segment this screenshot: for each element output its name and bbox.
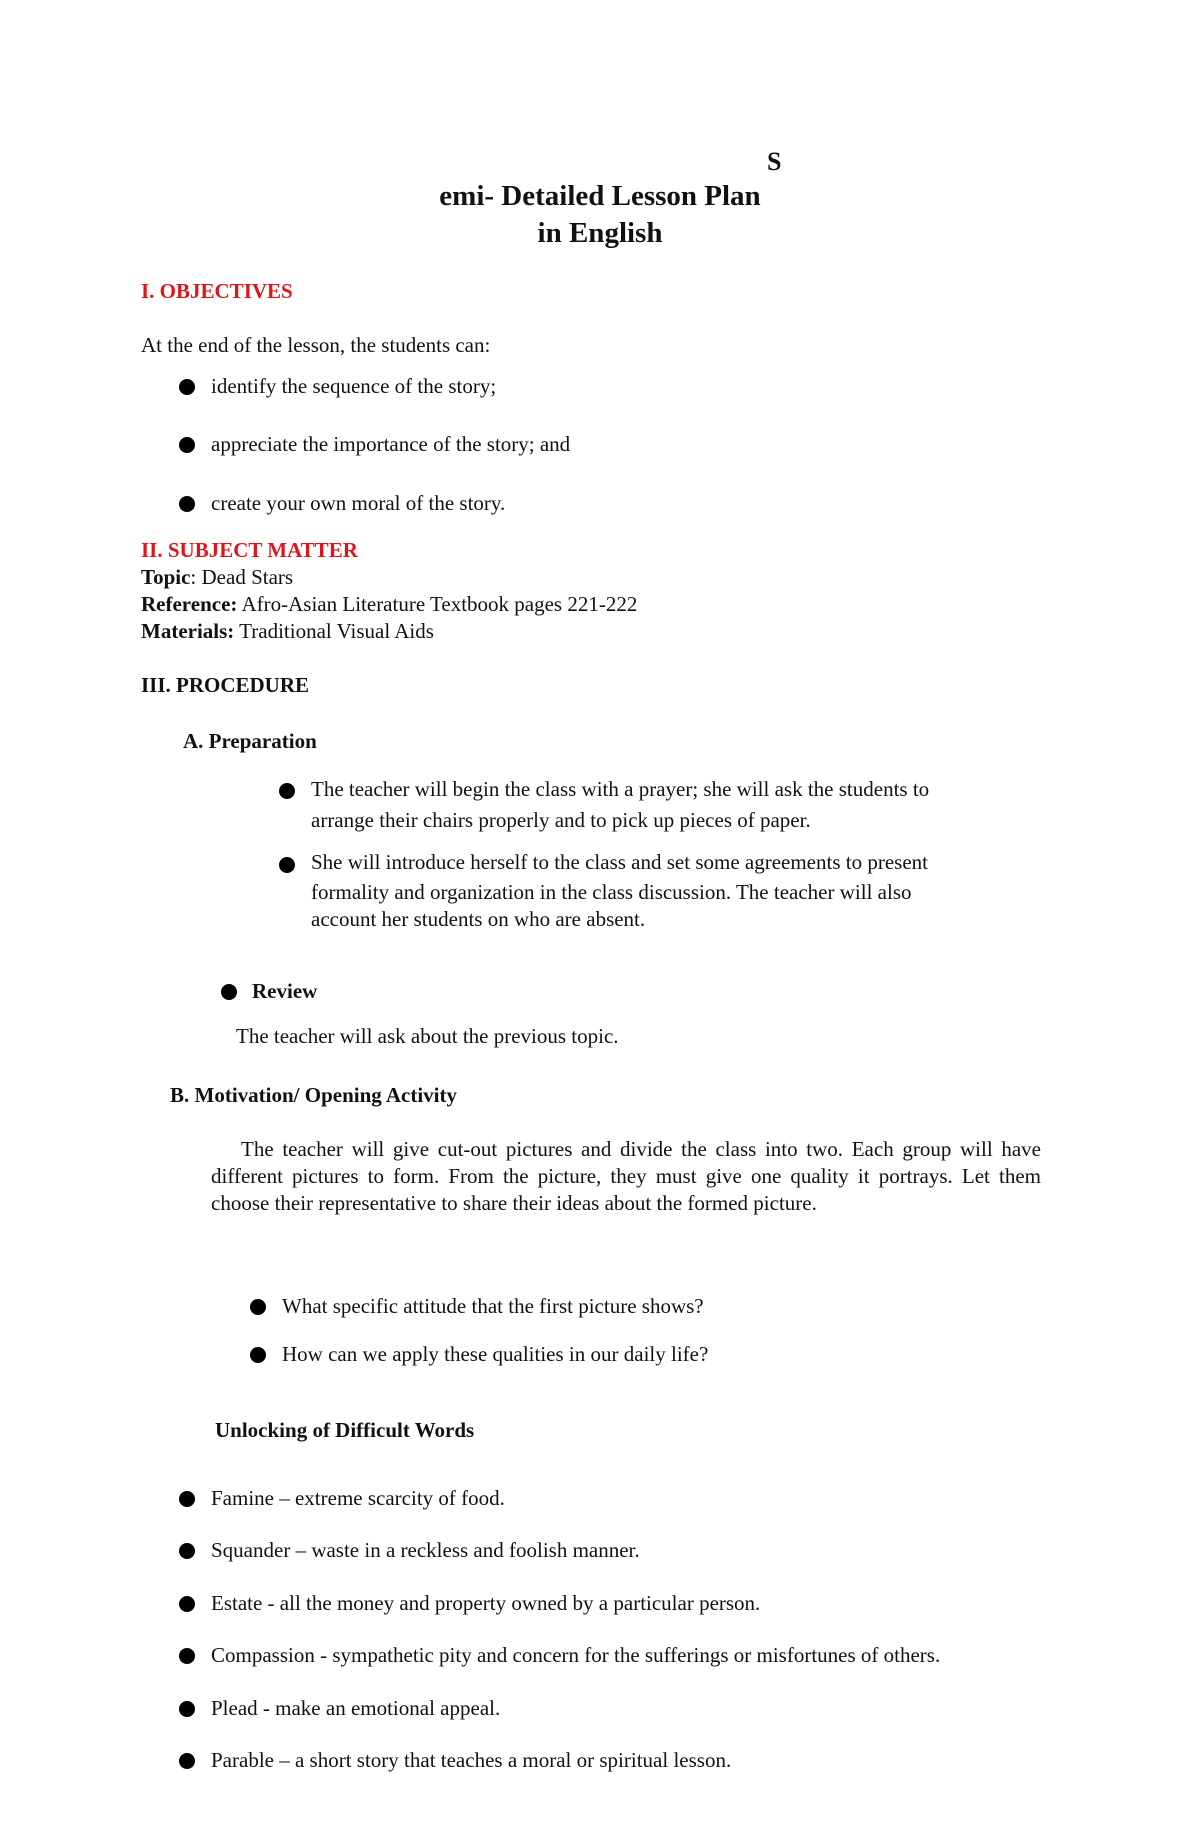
vocabulary-item: Compassion - sympathetic pity and concern for the sufferings or misfortunes of others. [211, 1643, 941, 1667]
reference-line [141, 592, 637, 617]
preparation-item-line: The teacher will begin the class with a prayer; she will ask the students to [311, 777, 930, 801]
title-letter: S [767, 147, 782, 176]
bullet-icon [221, 984, 237, 1000]
motivation-question: What specific attitude that the first picture shows? [282, 1294, 704, 1318]
preparation-item [311, 775, 929, 834]
unlocking-heading: Unlocking of Difficult Words [215, 1418, 475, 1442]
bullet-icon [250, 1347, 266, 1363]
bullet-icon [179, 1543, 195, 1559]
preparation-item-line: She will introduce herself to the class and set some agreements to present [311, 850, 928, 874]
page-subtitle: in English [537, 217, 663, 249]
procedure-heading: III. PROCEDURE [141, 673, 310, 697]
bullet-icon [179, 1491, 195, 1507]
bullet-icon [250, 1299, 266, 1315]
motivation-heading: B. Motivation/ Opening Activity [170, 1083, 458, 1107]
vocabulary-item: Parable – a short story that teaches a moral or spiritual lesson. [211, 1748, 732, 1772]
topic-line [141, 565, 293, 590]
objectives-heading: I. OBJECTIVES [141, 279, 293, 303]
bullet-icon [179, 1701, 195, 1717]
preparation-item-line: formality and organization in the class discussion. The teacher will also [311, 880, 912, 904]
vocabulary-item: Estate - all the money and property owned by a particular person. [211, 1591, 761, 1615]
materials-value: Traditional Visual Aids [234, 619, 434, 643]
topic-value: : Dead Stars [190, 565, 294, 589]
preparation-item [311, 849, 928, 933]
materials-line [141, 619, 434, 644]
vocabulary-item: Squander – waste in a reckless and foolish manner. [211, 1538, 640, 1562]
topic-label: Topic [141, 565, 191, 589]
bullet-icon [179, 379, 195, 395]
motivation-paragraph-text: The teacher will give cut-out pictures and divide the class into two. Each group will have different pictures to form. From the picture, they must give one quality it portrays. Let them choose their representative to share their ideas about the formed picture. [211, 1137, 1041, 1215]
vocabulary-item: Famine – extreme scarcity of food. [211, 1486, 505, 1510]
review-text: The teacher will ask about the previous topic. [236, 1024, 619, 1048]
bullet-icon [179, 1648, 195, 1664]
preparation-item-line: account her students on who are absent. [311, 907, 646, 931]
objective-item: create your own moral of the story. [211, 491, 506, 515]
bullet-icon [179, 1753, 195, 1769]
preparation-item-line: arrange their chairs properly and to pick up pieces of paper. [311, 808, 811, 832]
bullet-icon [179, 437, 195, 453]
objective-item: appreciate the importance of the story; and [211, 432, 571, 456]
objective-item: identify the sequence of the story; [211, 374, 497, 398]
bullet-icon [279, 857, 295, 873]
bullet-icon [279, 783, 295, 799]
preparation-heading: A. Preparation [183, 729, 317, 753]
reference-value: Afro-Asian Literature Textbook pages 221-222 [237, 592, 638, 616]
motivation-paragraph [211, 1136, 1041, 1217]
reference-label: Reference: [141, 592, 238, 616]
vocabulary-item: Plead - make an emotional appeal. [211, 1696, 501, 1720]
objectives-intro: At the end of the lesson, the students can: [141, 333, 491, 357]
subject-matter-heading: II. SUBJECT MATTER [141, 538, 358, 562]
materials-label: Materials: [141, 619, 235, 643]
review-heading: Review [252, 979, 318, 1003]
bullet-icon [179, 1596, 195, 1612]
motivation-question: How can we apply these qualities in our daily life? [282, 1342, 709, 1366]
bullet-icon [179, 496, 195, 512]
page-title: emi- Detailed Lesson Plan [439, 180, 761, 212]
